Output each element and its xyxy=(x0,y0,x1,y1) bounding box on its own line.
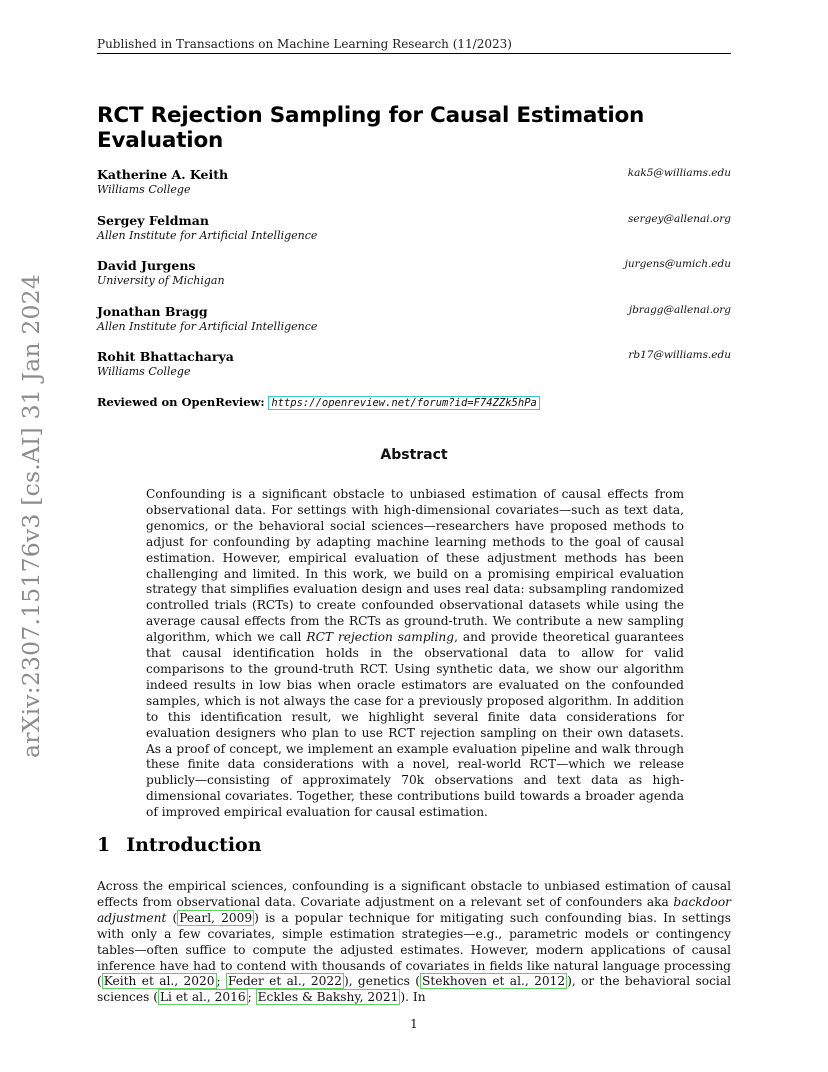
author-affiliation: Allen Institute for Artificial Intelligence xyxy=(97,320,318,333)
author-name: Katherine A. Keith xyxy=(97,167,229,182)
author-affiliation: Williams College xyxy=(97,365,191,378)
header-rule xyxy=(97,53,731,54)
author-name: Rohit Bhattacharya xyxy=(97,349,234,364)
intro-emphasis: backdoor adjustment xyxy=(97,894,731,925)
section-title: Introduction xyxy=(126,834,262,856)
intro-text: ) is a popular technique for mitigating such confounding bias. In settings with only a few covariates, simple estimation strategies—e.g., parametric models or contingency tables—often suffice to compute the adjusted estimates. However, modern applications of causal inference have had to contend with thousands of covariates in fields like natural language processing ( xyxy=(97,910,731,989)
citation-link[interactable]: Pearl, 2009 xyxy=(179,910,253,925)
author-name: Sergey Feldman xyxy=(97,213,209,228)
running-header: Published in Transactions on Machine Learning Research (11/2023) xyxy=(97,37,512,51)
reviewed-label: Reviewed on OpenReview: xyxy=(97,395,265,409)
author-block-4 xyxy=(97,304,731,333)
author-email[interactable]: jbragg@allenai.org xyxy=(628,304,731,316)
page-number: 1 xyxy=(410,1017,418,1031)
citation-link[interactable]: Feder et al., 2022 xyxy=(227,974,342,989)
author-name: Jonathan Bragg xyxy=(97,304,208,319)
intro-text: ), or the behavioral social sciences ( xyxy=(97,974,731,1005)
author-email[interactable]: rb17@williams.edu xyxy=(628,349,731,361)
author-email[interactable]: kak5@williams.edu xyxy=(627,167,731,179)
author-email[interactable]: sergey@allenai.org xyxy=(628,213,731,225)
author-affiliation: University of Michigan xyxy=(97,274,225,287)
arxiv-stamp: arXiv:2307.15176v3 [cs.AI] 31 Jan 2024 xyxy=(17,274,45,758)
intro-text: ; xyxy=(247,990,256,1005)
section-heading xyxy=(97,834,262,856)
abstract-text: Confounding is a significant obstacle to unbiased estimation of causal effects from observational data. For settings with high-dimensional covariates—such as text data, genomics, or the behavioral social sciences—researchers have proposed methods to adjust for confounding by adapting machine learning methods to the goal of causal estimation. However, empirical evaluation of these adjustment methods has been challenging and limited. In this work, we build on a promising empirical evaluation strategy that simplifies evaluation design and uses real data: subsampling randomized controlled trials (RCTs) to create confounded observational datasets while using the average causal effects from the RCTs as ground-truth. We contribute a new sampling algorithm, which we call xyxy=(146,487,684,645)
openreview-link[interactable]: https://openreview.net/forum?id=F74ZZk5hPa xyxy=(268,396,540,410)
citation-link[interactable]: Stekhoven et al., 2012 xyxy=(422,974,566,989)
citation-link[interactable]: Eckles & Bakshy, 2021 xyxy=(257,990,399,1005)
section-number: 1 xyxy=(97,834,111,856)
intro-text: ). In xyxy=(400,990,426,1005)
intro-paragraph xyxy=(97,879,731,1006)
reviewed-line xyxy=(97,395,540,409)
abstract-body xyxy=(146,487,684,821)
paper-title: RCT Rejection Sampling for Causal Estimation Evaluation xyxy=(97,103,645,153)
author-affiliation: Williams College xyxy=(97,183,191,196)
author-block-5 xyxy=(97,349,731,378)
citation-link[interactable]: Li et al., 2016 xyxy=(159,990,246,1005)
author-block-2 xyxy=(97,213,731,242)
author-block-1 xyxy=(97,167,731,196)
intro-text: ( xyxy=(166,910,178,925)
intro-text: Across the empirical sciences, confounding is a significant obstacle to unbiased estimation of causal effects from observational data. Covariate adjustment on a relevant set of confounders aka xyxy=(97,879,731,909)
abstract-emphasis: RCT rejection sampling xyxy=(306,630,455,645)
abstract-text: , and provide theoretical guarantees that causal identification holds in the observational data to allow for valid comparisons to the ground-truth RCT. Using synthetic data, we show our algorithm indeed results in low bias when oracle estimators are evaluated on the confounded samples, which is not always the case for a previously proposed algorithm. In addition to this identification result, we highlight several finite data considerations for evaluation designers who plan to use RCT rejection sampling on their own datasets. As a proof of concept, we implement an example evaluation pipeline and walk through these finite data considerations with a novel, real-world RCT—which we release publicly—consisting of approximately 70k observations and text data as high-dimensional covariates. Together, these contributions build towards a broader agenda of improved empirical evaluation for causal estimation. xyxy=(146,630,684,820)
abstract-heading: Abstract xyxy=(380,447,448,463)
author-name: David Jurgens xyxy=(97,258,196,273)
intro-text: ; xyxy=(216,974,226,989)
author-block-3 xyxy=(97,258,731,287)
intro-text: ), genetics ( xyxy=(343,974,420,989)
citation-link[interactable]: Keith et al., 2020 xyxy=(103,974,215,989)
author-affiliation: Allen Institute for Artificial Intelligence xyxy=(97,229,318,242)
author-email[interactable]: jurgens@umich.edu xyxy=(624,258,731,270)
